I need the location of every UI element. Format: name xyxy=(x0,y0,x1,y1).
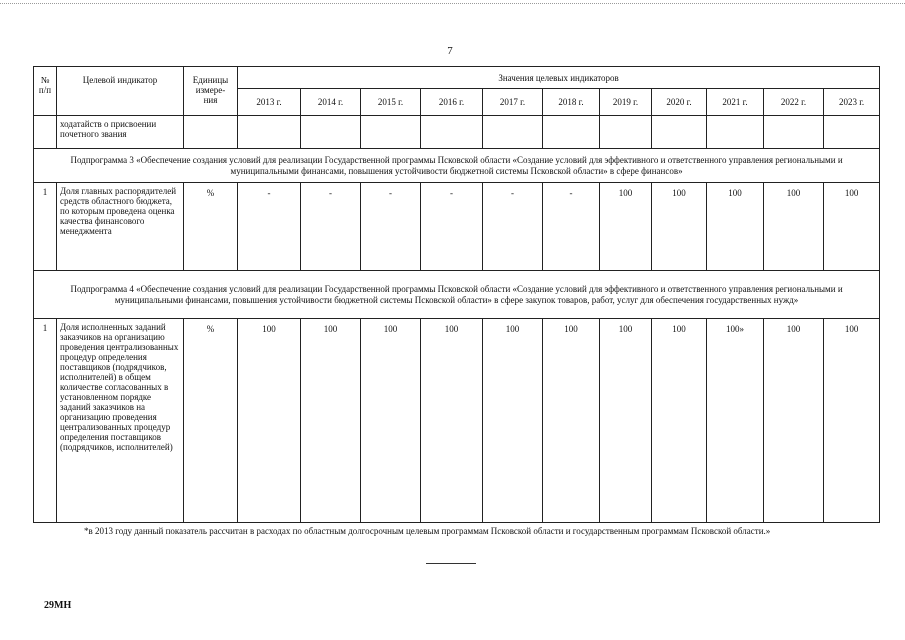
indicator-value: - xyxy=(421,183,483,271)
year-header: 2014 г. xyxy=(301,89,361,116)
year-header: 2013 г. xyxy=(238,89,301,116)
indicator-value: 100 xyxy=(824,319,880,523)
row-number: 1 xyxy=(34,183,57,271)
year-header: 2016 г. xyxy=(421,89,483,116)
indicator-unit: % xyxy=(184,319,238,523)
header-number: № п/п xyxy=(34,67,57,116)
indicator-value: 100 xyxy=(301,319,361,523)
subprogram-3-indicator-row xyxy=(34,183,880,271)
indicator-value: 100 xyxy=(652,319,707,523)
page-number: 7 xyxy=(447,45,453,57)
year-header: 2022 г. xyxy=(764,89,824,116)
continuation-unit xyxy=(184,116,238,149)
year-header: 2023 г. xyxy=(824,89,880,116)
year-header: 2018 г. xyxy=(543,89,600,116)
indicator-value: - xyxy=(301,183,361,271)
footnote: *в 2013 году данный показатель рассчитан в расходах по областным долгосрочным целевым программам Псковской области и государственным программам Псковской области.» xyxy=(84,526,771,536)
year-header: 2015 г. xyxy=(361,89,421,116)
indicator-value: 100 xyxy=(600,319,652,523)
continuation-row xyxy=(34,116,880,149)
indicator-value: 100 xyxy=(764,183,824,271)
indicator-value: 100 xyxy=(543,319,600,523)
indicator-value: 100 xyxy=(707,183,764,271)
indicator-value: - xyxy=(483,183,543,271)
subprogram-4-indicator-row xyxy=(34,319,880,523)
indicator-unit: % xyxy=(184,183,238,271)
indicator-value: 100 xyxy=(361,319,421,523)
continuation-indicator: ходатайств о присвоении почетного звания xyxy=(57,116,184,149)
indicator-value: 100 xyxy=(483,319,543,523)
subprogram-3-title: Подпрограмма 3 «Обеспечение создания условий для реализации Государственной программы Псковской области «Создание условий для эффективного и ответственного управления региональными и муниципальными финансами, повышения устойчивости бюджетной системы Псковской области» в сфере финансов» xyxy=(34,149,880,183)
indicator-value: 100 xyxy=(421,319,483,523)
indicator-value: 100» xyxy=(707,319,764,523)
header-unit: Единицы измере- ния xyxy=(184,67,238,116)
year-header: 2017 г. xyxy=(483,89,543,116)
subprogram-4-title: Подпрограмма 4 «Обеспечение создания условий для реализации Государственной программы Псковской области «Создание условий для эффективного и ответственного управления региональными и муниципальными финансами, повышения устойчивости бюджетной системы Псковской области» в сфере закупок товаров, работ, услуг для обеспечения государственных нужд» xyxy=(34,271,880,319)
indicator-name: Доля главных распорядителей средств областного бюджета, по которым проведена оценка качества финансового менеджмента xyxy=(57,183,184,271)
continuation-no xyxy=(34,116,57,149)
document-code: 29МН xyxy=(44,600,72,611)
year-header: 2021 г. xyxy=(707,89,764,116)
indicator-value: - xyxy=(238,183,301,271)
header-values: Значения целевых индикаторов xyxy=(238,67,880,89)
indicator-name: Доля исполненных заданий заказчиков на организацию проведения централизованных процедур определения поставщиков (подрядчиков, исполнителей) в общем количестве согласованных в установленном порядке заданий заказчиков на организацию проведения централизованных процедур определения поставщиков (подрядчиков, исполнителей) xyxy=(57,319,184,523)
indicator-value: 100 xyxy=(824,183,880,271)
target-indicators-table xyxy=(33,66,880,523)
indicator-value: - xyxy=(543,183,600,271)
end-rule xyxy=(426,563,476,564)
indicator-value: 100 xyxy=(600,183,652,271)
indicator-value: 100 xyxy=(238,319,301,523)
scan-top-edge xyxy=(0,3,905,4)
indicator-value: 100 xyxy=(764,319,824,523)
year-header: 2019 г. xyxy=(600,89,652,116)
row-number: 1 xyxy=(34,319,57,523)
indicator-value: - xyxy=(361,183,421,271)
year-header: 2020 г. xyxy=(652,89,707,116)
indicator-value: 100 xyxy=(652,183,707,271)
subprogram-4-row xyxy=(34,271,880,319)
subprogram-3-row xyxy=(34,149,880,183)
header-indicator: Целевой индикатор xyxy=(57,67,184,116)
